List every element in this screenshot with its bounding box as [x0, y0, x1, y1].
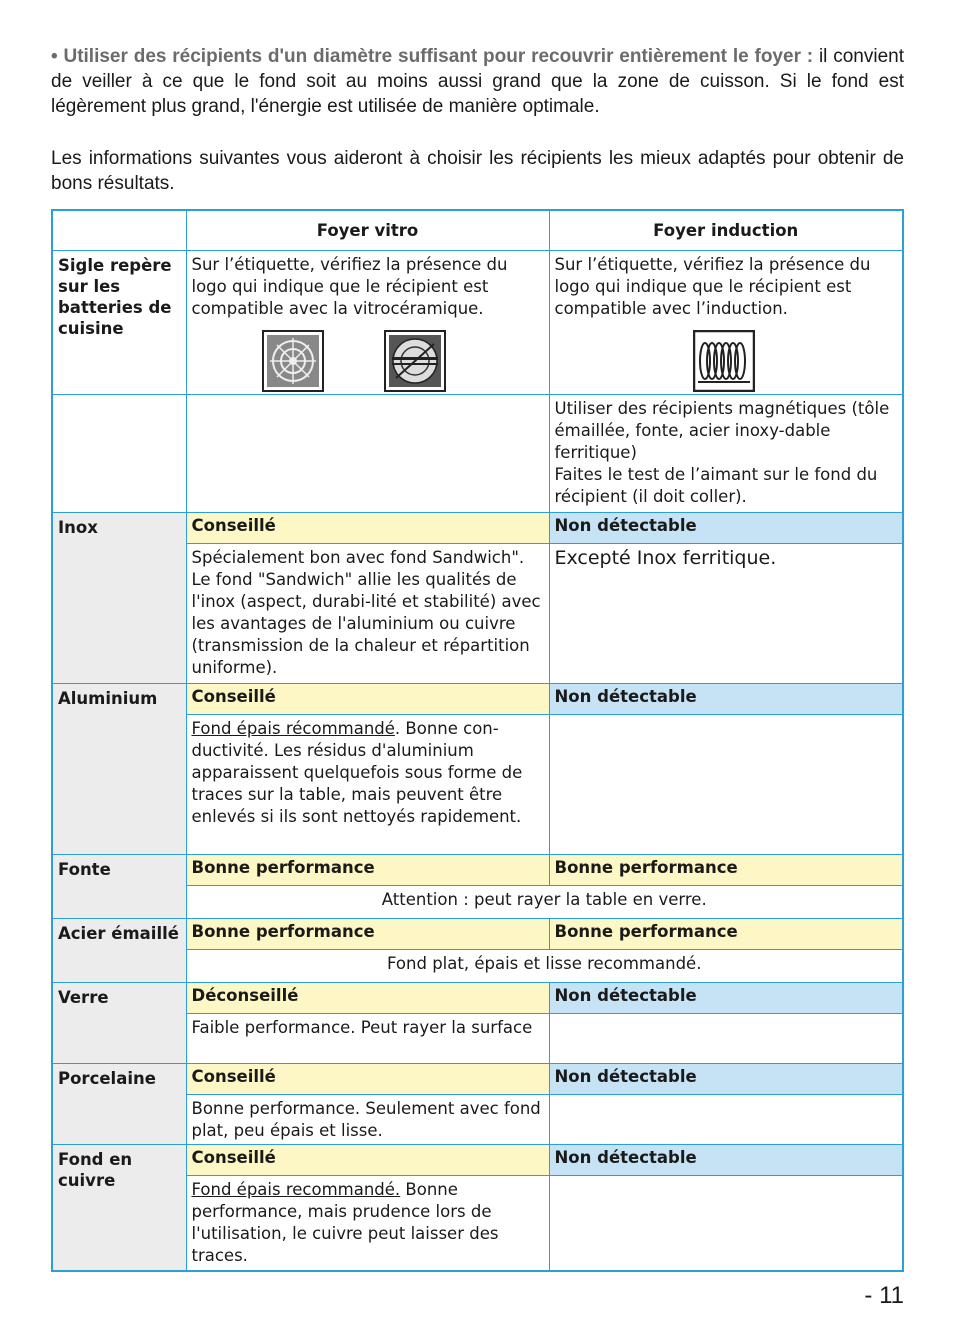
induction-logos: [555, 330, 898, 392]
induction-coil-logo-icon: [693, 330, 755, 392]
intro-bullet: [51, 44, 904, 119]
intro-bullet-bold: • Utiliser des récipients d'un diamètre suffisant pour recouvrir entièrement le foyer :: [51, 46, 814, 67]
sigle-vitro-cell: [186, 251, 549, 395]
porcelaine-vitro-status: Conseillé: [186, 1064, 549, 1095]
table-row-verre-status: [52, 983, 903, 1014]
row-label-aluminium: Aluminium: [52, 684, 186, 855]
page-number: - 11: [864, 1282, 904, 1309]
cuivre-vitro-note-cell: [186, 1176, 549, 1271]
aluminium-vitro-note-underlined: Fond épais récommandé: [191, 719, 395, 738]
row-label-fonte: Fonte: [52, 855, 186, 919]
verre-vitro-status: Déconseillé: [186, 983, 549, 1014]
aluminium-induction-note: [549, 715, 903, 855]
verre-induction-note: [549, 1014, 903, 1064]
cuivre-vitro-note-underlined: Fond épais recommandé.: [191, 1180, 401, 1199]
sigle-induction-text: Sur l’étiquette, vérifiez la présence du logo qui indique que le récipient est compatible avec l’induction.: [554, 255, 871, 318]
sigle-induction-cell: [549, 251, 903, 395]
table-row-acier-status: [52, 919, 903, 950]
vitro-logos: [192, 330, 544, 392]
table-row-sigle: [52, 251, 903, 395]
cuivre-vitro-status: Conseillé: [186, 1145, 549, 1176]
row-label-cuivre: Fond en cuivre: [52, 1145, 186, 1271]
aluminium-induction-status: Non détectable: [549, 684, 903, 715]
intro-bullet-rest: il convient de veiller à ce que le fond soit au moins aussi grand que la zone de cuisson. Si le fond est légèrement plus grand, l'énergie est utilisée de manière optimale.: [51, 46, 904, 117]
cuivre-induction-note: [549, 1176, 903, 1271]
inox-vitro-note: Spécialement bon avec fond Sandwich". Le fond "Sandwich" allie les qualités de l'inox (aspect, durabi-lité et stabilité) avec les avantages de l'aluminium ou cuivre (transmission de la chaleur et répartition uniforme).: [186, 544, 549, 684]
inox-vitro-status: Conseillé: [186, 513, 549, 544]
row-label-empty: [52, 395, 186, 513]
row-label-inox: Inox: [52, 513, 186, 684]
aluminium-vitro-note-cell: [186, 715, 549, 855]
porcelaine-induction-note: [549, 1095, 903, 1145]
vitro-radiant-logo-icon: [262, 330, 324, 392]
row-label-porcelaine: Porcelaine: [52, 1064, 186, 1145]
vitro-halogen-logo-icon: [384, 330, 446, 392]
row-label-sigle: Sigle repère sur les batteries de cuisine: [52, 251, 186, 395]
table-row-fonte-status: [52, 855, 903, 886]
header-empty: [52, 210, 186, 251]
table-row-aluminium-status: [52, 684, 903, 715]
table-row-magnetic: [52, 395, 903, 513]
aluminium-vitro-note: . Bonne con-ductivité. Les résidus d'aluminium apparaissent quelquefois sous forme de traces sur la table, mais peuvent être enlevés si ils sont nettoyés rapidement.: [191, 719, 523, 826]
table-header-row: [52, 210, 903, 251]
cuivre-induction-status: Non détectable: [549, 1145, 903, 1176]
row-label-verre: Verre: [52, 983, 186, 1064]
acier-shared-note: Fond plat, épais et lisse recommandé.: [186, 950, 903, 983]
sigle-vitro-text: Sur l’étiquette, vérifiez la présence du logo qui indique que le récipient est compatible avec la vitrocéramique.: [191, 255, 508, 318]
header-foyer-induction: Foyer induction: [549, 210, 903, 251]
table-row-porcelaine-status: [52, 1064, 903, 1095]
inox-induction-note: Excepté Inox ferritique.: [549, 544, 903, 684]
aluminium-vitro-status: Conseillé: [186, 684, 549, 715]
magnetic-note: Utiliser des récipients magnétiques (tôle émaillée, fonte, acier inoxy-dable ferritique): [554, 399, 890, 462]
porcelaine-vitro-note: Bonne performance. Seulement avec fond plat, peu épais et lisse.: [186, 1095, 549, 1145]
magnetic-induction-cell: [549, 395, 903, 513]
magnetic-vitro-empty: [186, 395, 549, 513]
porcelaine-induction-status: Non détectable: [549, 1064, 903, 1095]
inox-induction-status: Non détectable: [549, 513, 903, 544]
intro-text: [51, 44, 904, 196]
magnet-test-note: Faites le test de l’aimant sur le fond du récipient (il doit coller).: [554, 465, 878, 506]
row-label-acier: Acier émaillé: [52, 919, 186, 983]
acier-induction-status: Bonne performance: [549, 919, 903, 950]
fonte-shared-note: Attention : peut rayer la table en verre.: [186, 886, 903, 919]
table-row-cuivre-status: [52, 1145, 903, 1176]
verre-vitro-note: Faible performance. Peut rayer la surface: [186, 1014, 549, 1064]
header-foyer-vitro: Foyer vitro: [186, 210, 549, 251]
acier-vitro-status: Bonne performance: [186, 919, 549, 950]
intro-paragraph: Les informations suivantes vous aideront à choisir les récipients les mieux adaptés pour obtenir de bons résultats.: [51, 148, 904, 194]
cookware-table: [51, 209, 904, 1272]
verre-induction-status: Non détectable: [549, 983, 903, 1014]
fonte-vitro-status: Bonne performance: [186, 855, 549, 886]
table-row-inox-status: [52, 513, 903, 544]
cuivre-vitro-note: Bonne performance, mais prudence lors de l'utilisation, le cuivre peut laisser des traces.: [191, 1180, 499, 1265]
fonte-induction-status: Bonne performance: [549, 855, 903, 886]
